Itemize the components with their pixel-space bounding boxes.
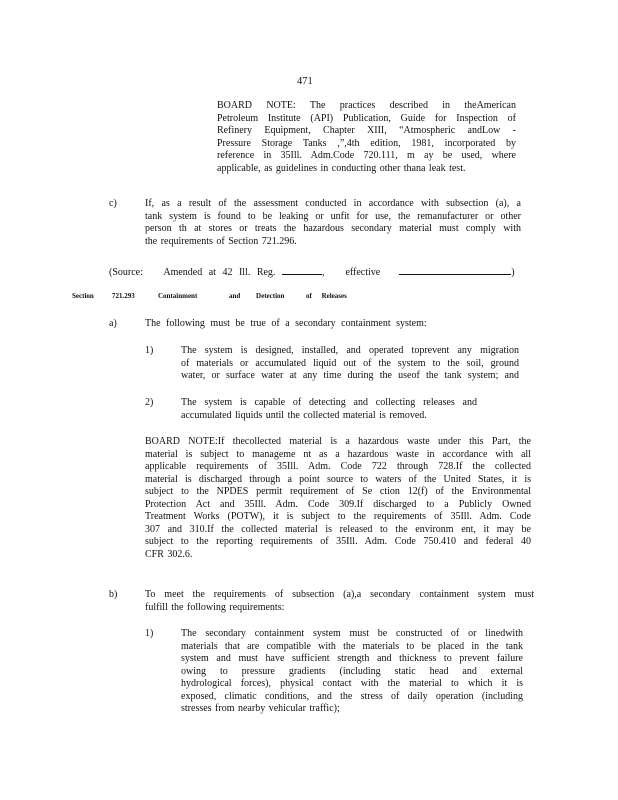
source-note xyxy=(109,264,515,280)
item-a1-line: water, or surface water at any time during the useof the tank system; and xyxy=(181,370,519,381)
item-a2-line: accumulated liquids until the collected material is removed. xyxy=(181,409,427,421)
section-title-3: of Releases xyxy=(306,292,347,300)
item-b-label: b) xyxy=(109,589,118,600)
item-a1-line: The system is designed, installed, and operated toprevent any migration xyxy=(181,345,519,356)
board-note-mid-line: 307 and 310.If the collected material is released to the environm ent, it may be xyxy=(145,523,531,535)
item-b1-text xyxy=(181,628,523,716)
board-note-mid-line: subject to the NPDES permit requirement of Se ction 12(f) of the Environmental xyxy=(145,486,531,497)
item-b1-line: exposed, climatic conditions, and the stress of daily operation (including xyxy=(181,690,523,702)
source-effective: effective xyxy=(345,267,381,278)
item-a2-label: 2) xyxy=(145,397,154,408)
item-a1-label: 1) xyxy=(145,345,154,356)
board-note-top-line: reference in 35Ill. Adm.Code 720.111, m ay be used, where xyxy=(217,150,516,161)
board-note-mid-line: BOARD NOTE:If thecollected material is a hazardous waste under this Part, the xyxy=(145,436,531,447)
board-note-mid-line: material is discharged through a point source to waters of the United States, it is xyxy=(145,473,531,485)
source-prefix: (Source: xyxy=(109,267,143,278)
register-number-blank xyxy=(282,264,322,275)
board-note-mid-line: applicable requirements of 35Ill. Adm. Code 722 through 728.If the collected xyxy=(145,461,531,472)
effective-date-blank xyxy=(399,264,511,275)
item-b1-line: materials that are compatible with the materials to be placed in the tank xyxy=(181,640,523,652)
section-number: 721.293 xyxy=(112,292,135,300)
section-title-1: Containment xyxy=(158,292,198,300)
item-a2-line: The system is capable of detecting and collecting releases and xyxy=(181,397,477,408)
board-note-top-line: Pressure Storage Tanks ,”,4th edition, 1981, incorporated by xyxy=(217,137,516,149)
board-note-top-line: applicable, as guidelines in conducting other thana leak test. xyxy=(217,162,466,174)
item-a-text: The following must be true of a secondary containment system: xyxy=(145,318,427,329)
board-note-mid-line: material is subject to manageme nt as a hazardous waste in accordance with all xyxy=(145,448,531,460)
item-c-line: If, as a result of the assessment conducted in accordance with subsection (a), a xyxy=(145,198,521,209)
item-b1-line: hydrological forces), physical contact with the material to which it is xyxy=(181,678,523,689)
item-b1-line: stresses from nearby vehicular traffic); xyxy=(181,703,340,714)
board-note-mid-line: Treatment Works (POTW), it is subject to the requirements of 35Ill. Adm. Code xyxy=(145,511,531,522)
section-heading xyxy=(72,292,347,300)
board-note-mid-line: CFR 302.6. xyxy=(145,548,193,560)
board-note-mid xyxy=(145,436,531,561)
source-comma: , xyxy=(321,267,325,278)
section-label: Section xyxy=(72,292,94,300)
board-note-top xyxy=(217,100,516,175)
board-note-top-line: Refinery Equipment, Chapter XIII, “Atmospheric andLow - xyxy=(217,125,516,136)
item-c-line: tank system is found to be leaking or unfit for use, the remanufacturer or other xyxy=(145,210,521,222)
source-close: ) xyxy=(511,267,515,278)
item-a2-text xyxy=(181,397,477,422)
item-b1-line: The secondary containment system must be constructed of or linedwith xyxy=(181,628,523,639)
board-note-mid-line: subject to the reporting requirements of 35Ill. Adm. Code 750.410 and federal 40 xyxy=(145,536,531,547)
item-b1-label: 1) xyxy=(145,628,154,639)
board-note-top-line: Petroleum Institute (API) Publication, Guide for Inspection of xyxy=(217,112,516,124)
item-b-line: To meet the requirements of subsection (a),a secondary containment system must xyxy=(145,589,534,600)
item-b-line: fulfill the following requirements: xyxy=(145,601,285,613)
item-b1-line: owing to pressure gradients (including static head and external xyxy=(181,665,523,677)
page-number: 471 xyxy=(297,76,313,87)
item-c-label: c) xyxy=(109,198,117,209)
item-b-text xyxy=(145,589,534,614)
item-a1-text xyxy=(181,345,519,383)
item-b1-line: system and must have sufficient strength and thickness to prevent failure xyxy=(181,653,523,664)
board-note-mid-line: Protection Act and 35Ill. Adm. Code 309.If discharged to a Publicly Owned xyxy=(145,498,531,510)
item-c-text xyxy=(145,198,521,248)
board-note-top-line: BOARD NOTE: The practices described in theAmerican xyxy=(217,100,516,111)
item-a-label: a) xyxy=(109,318,117,329)
item-a1-line: of materials or accumulated liquid out of the system to the soil, ground xyxy=(181,357,519,369)
section-title-2: and Detection xyxy=(229,292,285,300)
item-c-line: the requirements of Section 721.296. xyxy=(145,235,297,247)
source-amended: Amended at 42 Ill. Reg. xyxy=(163,267,276,278)
item-c-line: person th at stores or treats the hazardous secondary material must comply with xyxy=(145,223,521,234)
